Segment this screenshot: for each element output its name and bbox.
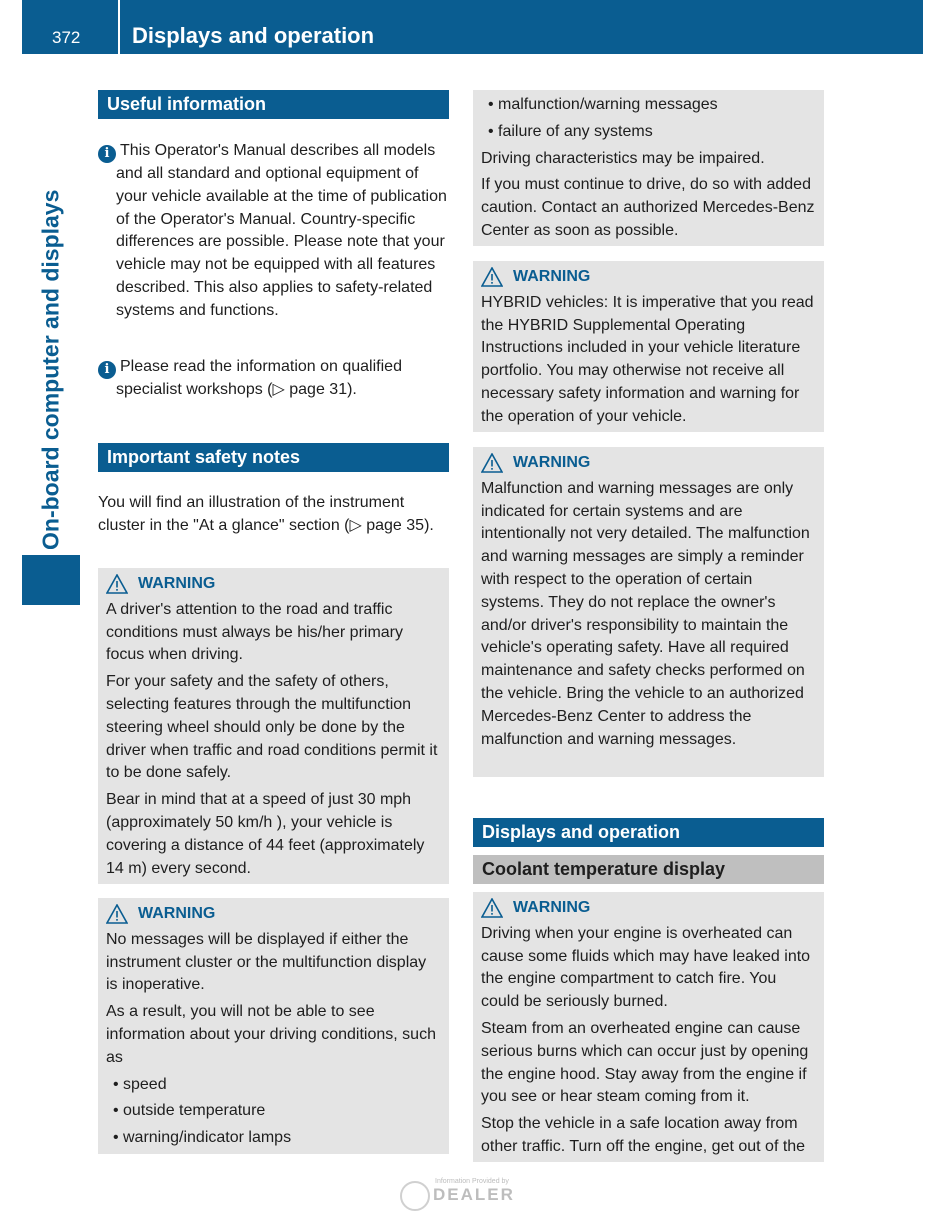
warning-title-text: WARNING [138, 575, 216, 592]
warning-paragraph: Bear in mind that at a speed of just 30 mph (approximately 50 km/h ), your vehicle is covering a distance of 44 feet (approximately 14 m) every second. [106, 791, 425, 877]
info-note-2-text: Please read the information on qualified specialist workshops (▷ page 31). [116, 358, 402, 398]
side-chapter-tab [22, 0, 80, 605]
warning-box-5 [473, 892, 824, 1162]
warning-box-4 [473, 447, 824, 777]
page-header-bar [22, 0, 923, 54]
safety-notes-heading: Important safety notes [98, 443, 449, 472]
header-divider [118, 0, 120, 54]
chapter-tab-block [22, 555, 80, 605]
warning-title-text: WARNING [513, 899, 591, 916]
bullet-item: • warning/indicator lamps [106, 1127, 441, 1150]
warning-paragraph: Malfunction and warning messages are only indicated for certain systems and are intentionally not very detailed. The malfunction and warning messages are simply a reminder with respect to the operation of certain systems. They do not replace the owner's and/or driver's responsibility to maintain the vehicle's operating safety. Have all required maintenance and safety checks performed on the vehicle. Bring the vehicle to an authorized Mercedes-Benz Center to address the malfunction and warning messages. [481, 479, 810, 748]
logo-circle-icon [400, 1181, 430, 1211]
info-note-2 [98, 356, 449, 402]
safety-intro-text: You will find an illustration of the instrument cluster in the "At a glance" section (▷ page 35). [98, 494, 434, 534]
provided-by-text: Information Provided by [435, 1178, 509, 1185]
bullet-item: • failure of any systems [481, 121, 816, 144]
info-note-1-text: This Operator's Manual describes all models and all standard and optional equipment of your vehicle available at the time of publication of the Operator's Manual. Country-specific differences are possible. Please note that your vehicle may not be equipped with all features described. This also applies to safety-related systems and functions. [116, 142, 447, 319]
warning-paragraph: Driving characteristics may be impaired. [481, 149, 765, 167]
info-note-1 [98, 140, 449, 323]
warning-triangle-icon [481, 453, 503, 473]
warning-paragraph: As a result, you will not be able to see information about your driving conditions, such as [106, 1003, 436, 1066]
warning-triangle-icon [106, 904, 128, 924]
warning-paragraph: Driving when your engine is overheated can cause some fluids which may have leaked into the engine compartment to catch fire. You could be seriously burned. [481, 924, 811, 1011]
warning-title [481, 897, 816, 920]
page-number: 372 [52, 28, 81, 47]
warning-paragraph: For your safety and the safety of others, selecting features through the multifunction steering wheel should only be done by the driver when traffic and road conditions permit it to be done safely. [106, 673, 438, 782]
bullet-item: • outside temperature [106, 1100, 441, 1123]
warning-paragraph: No messages will be displayed if either the instrument cluster or the multifunction display is inoperative. [106, 930, 427, 994]
warning-box-3 [473, 261, 824, 432]
useful-info-heading: Useful information [98, 90, 449, 119]
warning-paragraph: If you must continue to drive, do so with added caution. Contact an authorized Mercedes-Benz Center as soon as possible. [481, 176, 815, 239]
warning-title [481, 452, 816, 475]
warning-paragraph: A driver's attention to the road and traffic conditions must always be his/her primary focus when driving. [106, 600, 404, 664]
warning-paragraph: Stop the vehicle in a safe location away from other traffic. Turn off the engine, get out of the [481, 1115, 806, 1155]
warning-box-2 [98, 898, 449, 1154]
warning-title [106, 573, 441, 596]
warning-paragraph: Steam from an overheated engine can cause serious burns which can occur just by opening the engine hood. Stay away from the engine if you see or hear steam coming from it. [481, 1019, 809, 1106]
warning-title-text: WARNING [138, 905, 216, 922]
chapter-label: On-board computer and displays [37, 189, 64, 550]
warning-triangle-icon [106, 574, 128, 594]
dealer-watermark-logo [400, 1178, 545, 1218]
info-icon: i [98, 361, 116, 379]
warning-title [106, 903, 441, 926]
displays-operation-heading: Displays and operation [473, 818, 824, 847]
warning-triangle-icon [481, 267, 503, 287]
warning-triangle-icon [481, 898, 503, 918]
warning-box-1 [98, 568, 449, 884]
bullet-item: • malfunction/warning messages [481, 94, 816, 117]
warning-title-text: WARNING [513, 454, 591, 471]
warning-paragraph: HYBRID vehicles: It is imperative that you read the HYBRID Supplemental Operating Instructions included in your vehicle literature portfolio. You may otherwise not receive all necessary safety information and warning for the operation of your vehicle. [481, 293, 814, 425]
warning-title-text: WARNING [513, 268, 591, 285]
bullet-item: • speed [106, 1074, 441, 1097]
coolant-temperature-heading: Coolant temperature display [473, 855, 824, 884]
warning-continued-box [473, 90, 824, 246]
section-title: Displays and operation [132, 23, 375, 48]
warning-title [481, 266, 816, 289]
logo-text: DEALER [433, 1185, 515, 1204]
info-icon: i [98, 145, 116, 163]
